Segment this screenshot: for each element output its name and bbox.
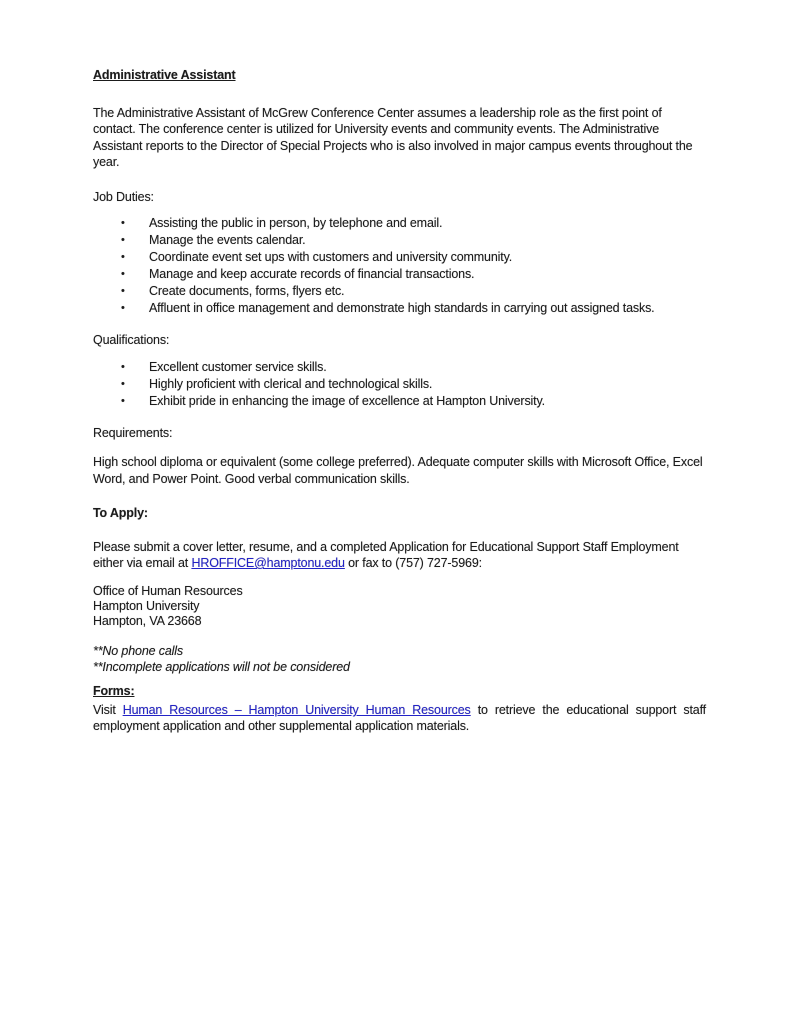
forms-text-after: to retrieve the educational support staff employment application and other supplemental application materials. (93, 703, 706, 733)
list-item-text: Create documents, forms, flyers etc. (149, 284, 345, 298)
list-item (93, 215, 706, 232)
page-title: Administrative Assistant (93, 68, 236, 82)
document-content (93, 67, 706, 734)
list-item-text: Assisting the public in person, by telephone and email. (149, 216, 443, 230)
bullet-icon: • (121, 360, 125, 373)
list-item (93, 283, 706, 300)
list-item-text: Highly proficient with clerical and technological skills. (149, 376, 433, 391)
bullet-icon: • (121, 285, 125, 297)
list-item-text: Excellent customer service skills. (149, 359, 327, 374)
list-item (93, 359, 706, 376)
bullet-icon: • (121, 394, 125, 407)
requirements-paragraph: High school diploma or equivalent (some college preferred). Adequate computer skills with Microsoft Office, Excel Word, and Power Point. Good verbal communication skills. (93, 455, 703, 486)
list-item (93, 376, 706, 393)
apply-text-before: Please submit a cover letter, resume, and a completed Application for Educational Support Staff Employment either via email at (93, 539, 679, 570)
list-item-text: Exhibit pride in enhancing the image of excellence at Hampton University. (149, 393, 545, 408)
to-apply-heading: To Apply: (93, 506, 148, 520)
bullet-icon: • (121, 251, 125, 263)
list-item (93, 393, 706, 410)
address-block (93, 584, 706, 629)
list-item-text: Manage and keep accurate records of financial transactions. (149, 267, 475, 281)
email-link[interactable]: HROFFICE@hamptonu.edu (191, 556, 345, 570)
job-duties-list (93, 215, 706, 317)
job-duties-heading: Job Duties: (93, 189, 154, 204)
requirements-heading: Requirements: (93, 425, 173, 440)
list-item (93, 300, 706, 317)
forms-heading: Forms: (93, 683, 135, 698)
address-line: Hampton, VA 23668 (93, 613, 202, 628)
forms-paragraph (93, 702, 706, 734)
list-item (93, 249, 706, 266)
list-item (93, 266, 706, 283)
list-item-text: Affluent in office management and demonstrate high standards in carrying out assigned tasks. (149, 301, 655, 315)
qualifications-heading: Qualifications: (93, 333, 170, 347)
apply-text-after: or fax to (757) 727-5969: (344, 556, 482, 570)
bullet-icon: • (121, 268, 125, 280)
address-line: Hampton University (93, 598, 200, 613)
address-line: Office of Human Resources (93, 583, 243, 598)
intro-paragraph: The Administrative Assistant of McGrew Conference Center assumes a leadership role as the first point of contact. The conference center is utilized for University events and community events. The Administrative Assistant reports to the Director of Special Projects who is also involved in major campus events throughout the year. (93, 105, 693, 169)
bullet-icon: • (121, 217, 125, 229)
list-item-text: Manage the events calendar. (149, 233, 306, 247)
list-item (93, 232, 706, 249)
hr-forms-link[interactable]: Human Resources – Hampton University Human Resources (122, 703, 471, 717)
note-line: **Incomplete applications will not be considered (93, 659, 350, 674)
list-item-text: Coordinate event set ups with customers and university community. (149, 250, 513, 264)
bullet-icon: • (121, 302, 125, 314)
forms-text-before: Visit (93, 703, 123, 717)
apply-paragraph (93, 539, 706, 572)
qualifications-list (93, 359, 706, 410)
notes-block (93, 643, 706, 675)
bullet-icon: • (121, 377, 125, 390)
note-line: **No phone calls (93, 643, 184, 658)
bullet-icon: • (121, 234, 125, 246)
